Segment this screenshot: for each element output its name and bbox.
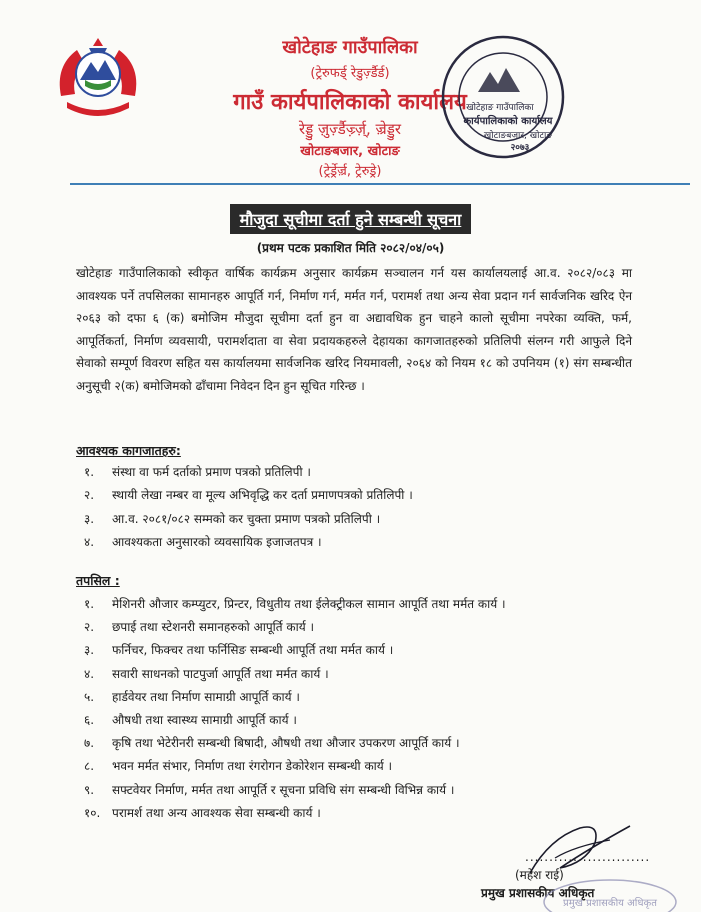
item-number: ४.: [84, 534, 95, 549]
office-seal-icon: [438, 32, 568, 162]
item-number: ७.: [84, 736, 95, 751]
requirements-list: [84, 461, 644, 554]
item-number: २.: [84, 620, 95, 635]
header-divider: [70, 183, 690, 185]
item-number: ३.: [84, 511, 95, 526]
list-item: [84, 755, 644, 778]
item-text: छपाई तथा स्टेशनरी समानहरुको आपूर्ति कार्य ।: [112, 620, 315, 635]
office-name: गाउँ कार्यपालिकाको कार्यालय: [233, 90, 467, 115]
item-text: सवारी साधनको पाटपुर्जा आपूर्ति तथा मर्मत कार्य ।: [112, 666, 329, 681]
notice-title-wrap: [0, 204, 701, 234]
item-text: मेशिनरी औजार कम्प्युटर, प्रिन्टर, विधुतीय तथा ईलेक्ट्रीकल सामान आपूर्ति तथा मर्मत कार्य ।: [112, 597, 506, 611]
list-item: [84, 531, 644, 554]
item-text: स्थायी लेखा नम्बर वा मूल्य अभिवृद्धि कर दर्ता प्रमाणपत्रको प्रतिलिपी ।: [112, 488, 413, 503]
municipality-name: खोटेहाङ गाउँपालिका: [282, 37, 418, 58]
item-number: ६.: [84, 712, 95, 727]
list-item: [84, 508, 644, 531]
item-text: सफ्टवेयर निर्माण, मर्मत तथा आपूर्ति र सूचना प्रविधि संग सम्बन्धी विभिन्न कार्य ।: [112, 782, 455, 797]
office-name-alt: रेड्डु ज़ुर्ज़्डैर्ज़्र्ज़्, ज़्रेड्डुर: [299, 120, 401, 138]
item-text: आ.व. २०८१/०८२ सम्मको कर चुक्ता प्रमाण पत्रको प्रतिलिपी ।: [112, 511, 381, 526]
item-number: ३.: [84, 643, 95, 658]
list-item: [84, 484, 644, 507]
list-item: [84, 663, 644, 686]
item-number: ४.: [84, 666, 95, 681]
notice-title: मौजुदा सूचीमा दर्ता हुने सम्बन्धी सूचना: [230, 204, 472, 234]
notice-subtitle: (प्रथम पटक प्रकाशित मिति २०८२/०४/०५): [256, 241, 445, 255]
item-number: ५.: [84, 689, 95, 704]
list-item: [84, 779, 644, 802]
designation-stamp-icon: [540, 872, 680, 912]
seal-middle-text: कार्यपालिकाको कार्यालय: [463, 116, 553, 127]
item-number: २.: [84, 488, 95, 503]
stamp-text: प्रमुख प्रशासकीय अधिकृत: [563, 898, 657, 909]
list-item: [84, 639, 644, 662]
item-number: ९.: [84, 782, 95, 797]
seal-year: २०७३: [510, 143, 530, 153]
list-item: [84, 686, 644, 709]
schedule-list: [84, 593, 644, 825]
item-number: ८.: [84, 759, 95, 774]
item-text: औषधी तथा स्वास्थ्य सामाग्री आपूर्ति कार्य ।: [112, 712, 297, 727]
seal-bottom-text: खोटाङबजार, खोटाङ: [483, 131, 553, 141]
schedule-heading: तपसिल :: [76, 573, 120, 588]
item-text: भवन मर्मत संभार, निर्माण तथा रंगरोगन डेकोरेशन सम्बन्धी कार्य ।: [112, 759, 393, 774]
item-number: १.: [84, 465, 95, 479]
seal-top-text: खोटेहाङ गाउँपालिका: [466, 103, 534, 113]
list-item: [84, 732, 644, 755]
item-text: फर्निचर, फिक्चर तथा फर्निसिङ सम्बन्धी आपूर्ति तथा मर्मत कार्य ।: [112, 643, 394, 658]
municipality-name-alt: (ट्रेरुफर्ड् रेडुर्ज़्डैर्ड): [310, 66, 390, 81]
requirements-heading: आवश्यक कागजातहरु:: [76, 443, 181, 458]
item-number: १.: [84, 597, 95, 611]
list-item: [84, 709, 644, 732]
signature-line: ..........................: [525, 850, 651, 864]
office-address: खोटाङबजार, खोटाङ: [300, 144, 400, 159]
list-item: [84, 461, 644, 484]
signatory-title: प्रमुख प्रशासकीय अधिकृत: [481, 886, 595, 900]
list-item: [84, 616, 644, 639]
item-text: परामर्श तथा अन्य आवश्यक सेवा सम्बन्धी कार्य ।: [112, 805, 321, 820]
item-number: १०.: [84, 805, 101, 820]
signatory-name: (महेश राई): [515, 868, 564, 882]
item-text: आवश्यकता अनुसारको व्यवसायिक इजाजतपत्र ।: [112, 534, 322, 549]
notice-intro: खोटेहाङ गाउँपालिकाको स्वीकृत वार्षिक कार्यक्रम अनुसार कार्यक्रम सञ्चालन गर्न यस कार्यालयलाई आ.व. २०८२/०८३ मा आवश्यक पर्ने तपसिलका सामानहरु आपूर्ति गर्न, निर्माण गर्न, मर्मत गर्न, परामर्श तथा अन्य सेवा प्रदान गर्न सार्वजनिक खरिद ऐन २०६३ को दफा ६ (क) बमोजिम मौजुदा सूचीमा दर्ता हुन वा अद्यावधिक हुन चाहने कालो सूचीमा नपरेका व्यक्ति, फर्म, आपूर्तिकर्ता, निर्माण व्यवसायी, परामर्शदाता वा सेवा प्रदायकहरुले देहायका कागजातहरुको प्रतिलिपी संलग्न गरी आफुले दिने सेवाको सम्पूर्ण विवरण सहित यस कार्यालयमा सार्वजनिक खरिद नियमावली, २०६४ को नियम १८ को उपनियम (१) संग सम्बन्धीत अनुसूची २(क) बमोजिमको ढाँचामा निवेदन दिन हुन सूचित गरिन्छ ।: [76, 266, 632, 393]
item-text: संस्था वा फर्म दर्ताको प्रमाण पत्रको प्रतिलिपी ।: [112, 465, 311, 479]
nepal-emblem-icon: [55, 36, 141, 116]
office-address-alt: (ट्रेर्ड्रेर्ज़्र, ट्रेरुड्रे): [318, 164, 382, 179]
item-text: हार्डवेयर तथा निर्माण सामाग्री आपूर्ति कार्य ।: [112, 689, 300, 704]
item-text: कृषि तथा भेटेरीनरी सम्बन्धी बिषादी, औषधी तथा औजार उपकरण आपूर्ति कार्य ।: [112, 736, 460, 751]
list-item: [84, 593, 644, 616]
